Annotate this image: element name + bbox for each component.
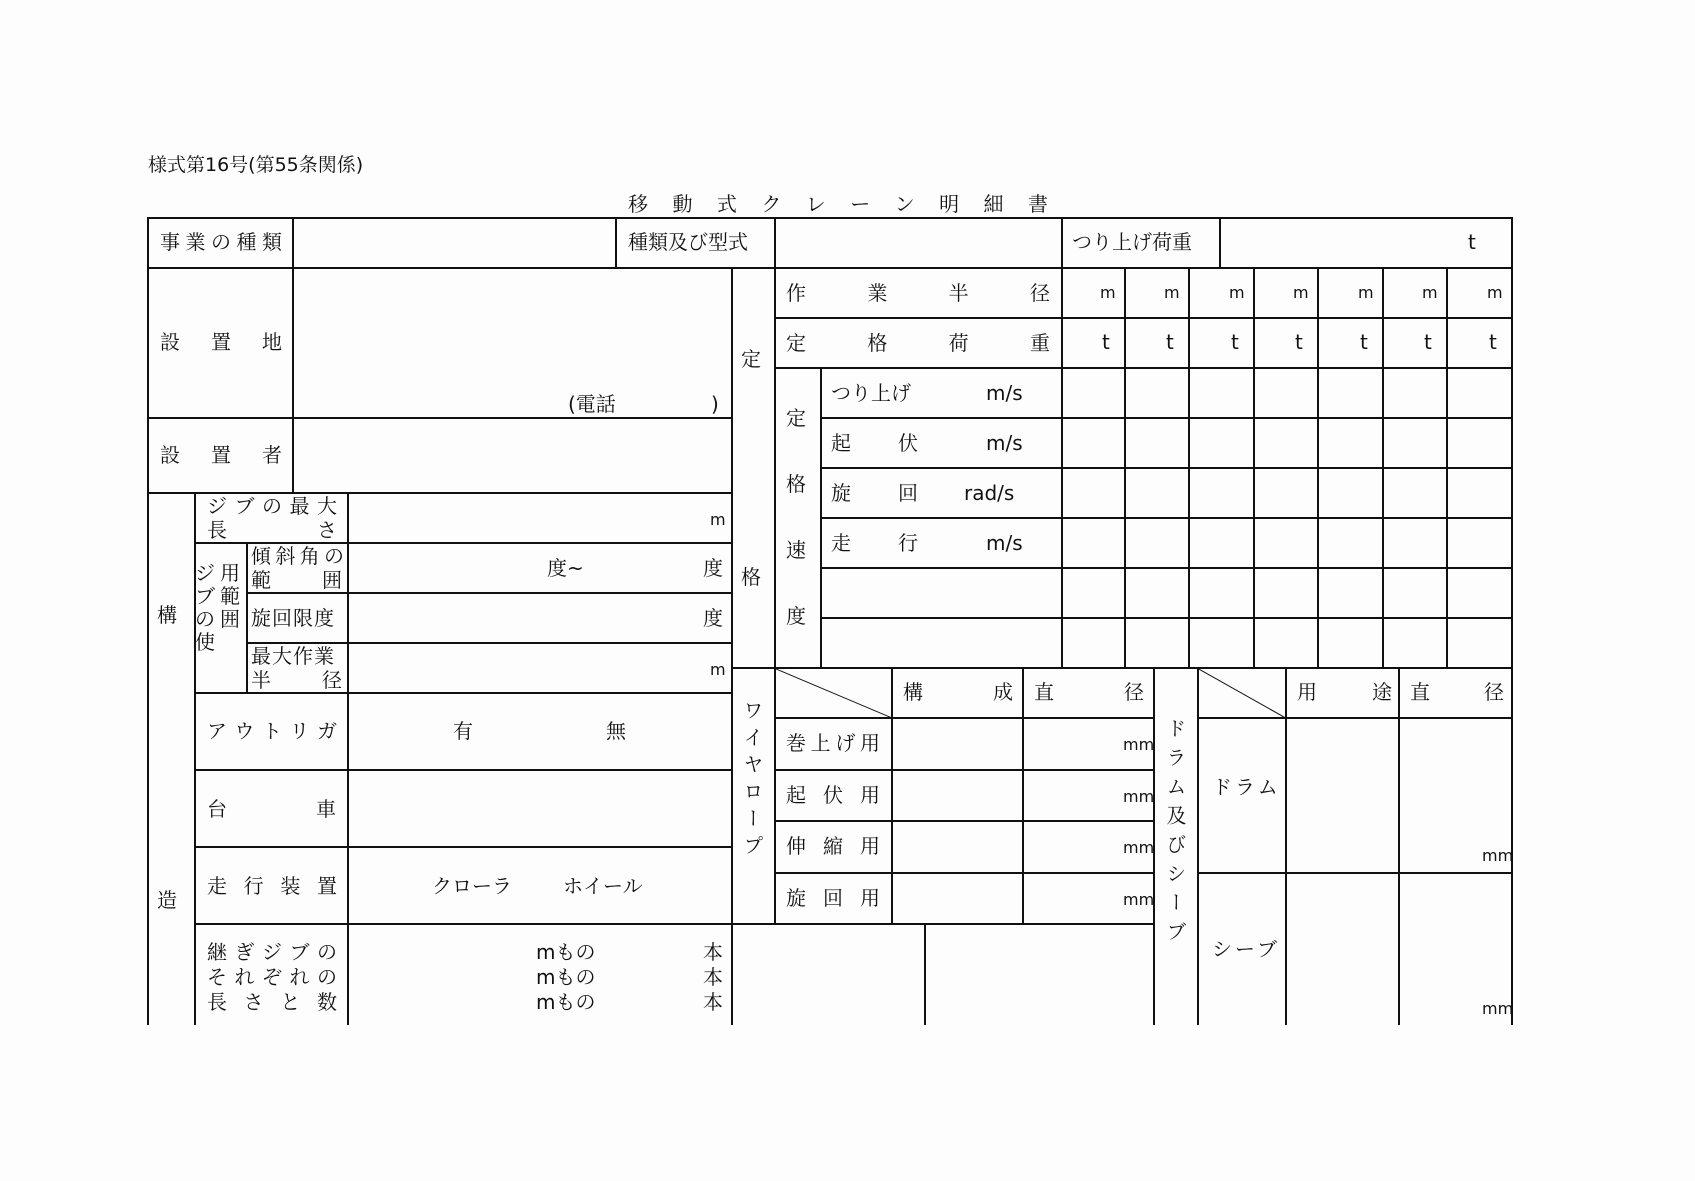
speed-unit: m/s bbox=[986, 531, 1023, 555]
outrigger-label bbox=[207, 719, 337, 743]
v-rule bbox=[924, 923, 926, 1025]
label-char: 類 bbox=[262, 230, 282, 254]
rated-speed-field[interactable] bbox=[1255, 469, 1317, 516]
label-char: 半 bbox=[948, 281, 969, 305]
extension-jib-count-field[interactable] bbox=[610, 940, 700, 964]
label-char: 業 bbox=[867, 281, 888, 305]
label-char: 細 bbox=[983, 192, 1004, 216]
jib-max-length-line1 bbox=[207, 494, 337, 518]
rated-speed-field[interactable] bbox=[1384, 469, 1446, 516]
speed-label-char: 度 bbox=[786, 604, 806, 628]
rated-load-field[interactable] bbox=[1190, 319, 1253, 366]
drum-col-usage bbox=[1297, 680, 1392, 704]
max-radius-l: 半 bbox=[251, 668, 271, 692]
label-char: 設 bbox=[160, 330, 180, 354]
label-char: ン bbox=[894, 192, 915, 216]
label-char: 事 bbox=[160, 230, 180, 254]
speed-name-right: 伏 bbox=[898, 431, 918, 455]
rated-speed-field[interactable] bbox=[1384, 369, 1446, 416]
label-char: の bbox=[317, 965, 337, 989]
wire-diameter-unit: mm bbox=[1123, 889, 1155, 909]
rated-speed-field[interactable] bbox=[1190, 369, 1253, 416]
business-type-label bbox=[160, 230, 282, 254]
label-char: リ bbox=[289, 719, 310, 743]
phone-close: ) bbox=[711, 392, 719, 416]
label-char: ジ bbox=[207, 494, 227, 518]
structure-label-top: 構 bbox=[157, 603, 177, 627]
rated-speed-field[interactable] bbox=[1126, 569, 1188, 616]
label-char: 径 bbox=[1029, 281, 1050, 305]
label-char: 置 bbox=[316, 874, 337, 898]
rated-speed-field[interactable] bbox=[1126, 419, 1188, 466]
extension-jib-label-line bbox=[207, 990, 337, 1014]
rated-speed-field[interactable] bbox=[1063, 619, 1124, 666]
rated-speed-field[interactable] bbox=[1190, 569, 1253, 616]
max-radius-line1: 最大作業 bbox=[251, 644, 335, 668]
extension-jib-length-field[interactable] bbox=[360, 940, 530, 964]
label-char: 旋 bbox=[786, 885, 806, 910]
label-char: 走 bbox=[207, 874, 227, 898]
diagonal-rule bbox=[1198, 668, 1285, 718]
type-model-field[interactable] bbox=[776, 219, 1060, 266]
extension-jib-unit: mもの bbox=[536, 965, 596, 989]
rated-load-field[interactable] bbox=[1063, 319, 1124, 366]
extension-jib-count-unit: 本 bbox=[703, 940, 723, 964]
rated-speed-field[interactable] bbox=[1126, 369, 1188, 416]
label-char: 途 bbox=[1372, 680, 1392, 704]
wire-rope-row-label bbox=[786, 834, 880, 858]
label-char: 巻 bbox=[786, 731, 806, 755]
rated-speed-field[interactable] bbox=[1319, 619, 1382, 666]
rated-speed-field[interactable] bbox=[1063, 519, 1124, 566]
drum-diameter-unit: mm bbox=[1482, 999, 1514, 1018]
rated-speed-field[interactable] bbox=[1319, 519, 1382, 566]
wire-diameter-unit: mm bbox=[1123, 735, 1155, 754]
rated-load-field[interactable] bbox=[1319, 319, 1382, 366]
label-char: 継 bbox=[207, 940, 227, 964]
carrier-label-r: 車 bbox=[316, 797, 336, 821]
label-char: の bbox=[211, 230, 231, 254]
rated-speed-field[interactable] bbox=[1319, 419, 1382, 466]
rated-load-field[interactable] bbox=[1448, 319, 1511, 366]
v-rule bbox=[774, 267, 776, 923]
speed-label-char: 格 bbox=[786, 472, 806, 496]
h-rule bbox=[731, 923, 1155, 925]
rated-load-unit: t bbox=[1231, 330, 1239, 354]
speed-label-char: 定 bbox=[786, 406, 806, 430]
label-char: 明 bbox=[939, 192, 960, 216]
v-rule bbox=[615, 217, 617, 267]
v-rule bbox=[147, 217, 149, 1025]
label-char: 数 bbox=[316, 990, 337, 1014]
location-label bbox=[160, 330, 282, 354]
rated-speed-field[interactable] bbox=[1063, 369, 1124, 416]
extension-jib-count-unit: 本 bbox=[703, 990, 723, 1014]
label-char: ク bbox=[761, 192, 782, 216]
rated-speed-field[interactable] bbox=[1384, 419, 1446, 466]
extension-jib-label-line bbox=[207, 965, 337, 989]
wire-rope-row-label bbox=[786, 886, 880, 910]
label-char: の bbox=[262, 494, 282, 518]
v-rule bbox=[1197, 667, 1199, 1025]
phone-open: (電話 bbox=[568, 392, 616, 416]
label-char: 荷 bbox=[948, 331, 969, 355]
label-char: 最 bbox=[289, 494, 310, 518]
rated-label-top: 定 bbox=[741, 347, 761, 371]
label-char: 長 bbox=[207, 990, 227, 1014]
travel-device-label bbox=[207, 874, 337, 898]
wire-col-diameter bbox=[1034, 680, 1144, 704]
wire-composition-field[interactable] bbox=[893, 874, 1021, 923]
label-char: 直 bbox=[1034, 680, 1054, 704]
outrigger-no[interactable]: 無 bbox=[606, 719, 626, 743]
label-char: 置 bbox=[211, 330, 231, 354]
label-char: 用 bbox=[1297, 680, 1317, 704]
rated-load-unit: t bbox=[1360, 330, 1368, 354]
label-char: 用 bbox=[859, 731, 880, 755]
rated-speed-field[interactable] bbox=[1190, 619, 1253, 666]
label-char: れ bbox=[234, 965, 255, 989]
wire-rope-row-label bbox=[786, 731, 880, 755]
extension-jib-count-field[interactable] bbox=[610, 990, 700, 1014]
label-char: 装 bbox=[280, 874, 301, 898]
label-char: 伏 bbox=[823, 782, 843, 807]
speed-unit: m/s bbox=[986, 381, 1023, 405]
wire-composition-field[interactable] bbox=[893, 719, 1021, 769]
rated-label-bottom: 格 bbox=[741, 565, 761, 589]
rated-speed-field[interactable] bbox=[1255, 419, 1317, 466]
wire-diameter-unit: mm bbox=[1123, 838, 1155, 857]
rated-speed-field[interactable] bbox=[1319, 369, 1382, 416]
rated-speed-field[interactable] bbox=[1255, 369, 1317, 416]
label-char: 者 bbox=[262, 443, 282, 467]
tilt-range-field[interactable] bbox=[349, 544, 729, 591]
label-char: さ bbox=[243, 990, 264, 1014]
rated-speed-field[interactable] bbox=[1448, 419, 1511, 466]
jib-max-length-r: さ bbox=[317, 518, 337, 542]
v-rule bbox=[1511, 217, 1513, 1025]
drum-usage-field[interactable] bbox=[1287, 719, 1397, 872]
outrigger-yes[interactable]: 有 bbox=[453, 719, 473, 743]
rated-speed-field[interactable] bbox=[1319, 569, 1382, 616]
drum-usage-field[interactable] bbox=[1287, 874, 1397, 1025]
page-title bbox=[628, 188, 1048, 216]
speed-name-left: 起 bbox=[831, 431, 851, 455]
speed-name-left: 走 bbox=[831, 531, 851, 555]
rated-speed-field[interactable] bbox=[1384, 569, 1446, 616]
rated-load-unit: t bbox=[1424, 330, 1432, 354]
v-rule bbox=[1061, 217, 1063, 267]
label-char: ー bbox=[850, 192, 871, 216]
rated-speed-field[interactable] bbox=[1384, 519, 1446, 566]
diagonal-rule bbox=[775, 668, 891, 718]
working-radius-unit: m bbox=[1422, 283, 1438, 302]
speed-name-right: 行 bbox=[898, 531, 918, 555]
rated-load-unit: t bbox=[1295, 330, 1303, 354]
rated-load-label bbox=[786, 331, 1050, 355]
label-char: 移 bbox=[628, 192, 648, 216]
rated-speed-field[interactable] bbox=[1063, 569, 1124, 616]
label-char: ジ bbox=[262, 940, 282, 964]
rated-speed-field[interactable] bbox=[1063, 469, 1124, 516]
wire-rope-row-label bbox=[786, 783, 880, 807]
label-char: 上 bbox=[810, 731, 831, 755]
label-char: ぞ bbox=[262, 965, 282, 989]
rated-speed-field[interactable] bbox=[1448, 569, 1511, 616]
rated-speed-field[interactable] bbox=[1319, 469, 1382, 516]
rated-speed-field[interactable] bbox=[1126, 519, 1188, 566]
label-char: そ bbox=[207, 965, 227, 989]
lifting-load-label: つり上げ荷重 bbox=[1072, 230, 1192, 254]
working-radius-unit: m bbox=[1229, 283, 1245, 302]
wire-col-composition bbox=[903, 680, 1013, 704]
lifting-load-unit: t bbox=[1468, 230, 1476, 254]
wire-diameter-unit: mm bbox=[1123, 786, 1155, 806]
max-radius-field[interactable] bbox=[349, 644, 729, 691]
label-char: 回 bbox=[823, 885, 843, 910]
rated-load-unit: t bbox=[1489, 330, 1497, 354]
slew-limit-field[interactable] bbox=[349, 594, 729, 641]
tilt-range-r: 囲 bbox=[322, 568, 342, 592]
label-char: 書 bbox=[1027, 192, 1048, 216]
label-char: 角 bbox=[299, 544, 320, 568]
rated-speed-field[interactable] bbox=[1448, 519, 1511, 566]
wire-rope-label: ワイヤロープ bbox=[740, 700, 764, 862]
business-type-field[interactable] bbox=[294, 219, 614, 266]
label-char: 地 bbox=[262, 330, 282, 354]
label-char: 式 bbox=[716, 192, 737, 216]
label-char: 斜 bbox=[275, 544, 296, 568]
label-char: ト bbox=[262, 719, 282, 743]
label-char: 格 bbox=[867, 331, 888, 355]
wire-composition-field[interactable] bbox=[893, 771, 1021, 820]
label-char: 種 bbox=[236, 230, 257, 254]
rated-speed-field[interactable] bbox=[1190, 469, 1253, 516]
label-char: 成 bbox=[993, 680, 1013, 704]
extension-jib-length-field[interactable] bbox=[360, 965, 530, 989]
working-radius-unit: m bbox=[1100, 283, 1116, 302]
working-radius-label bbox=[786, 281, 1050, 305]
rated-speed-field[interactable] bbox=[1126, 469, 1188, 516]
label-char: 設 bbox=[160, 443, 180, 467]
speed-name-left: 旋 bbox=[831, 481, 851, 505]
label-char: 径 bbox=[1484, 680, 1504, 704]
label-char: 重 bbox=[1029, 331, 1050, 355]
working-radius-unit: m bbox=[1293, 283, 1309, 302]
label-char: ぎ bbox=[234, 940, 255, 964]
tilt-range-line1 bbox=[251, 544, 344, 568]
tilt-range-l: 範 bbox=[251, 568, 271, 592]
label-char: 径 bbox=[1124, 680, 1144, 704]
installer-field[interactable] bbox=[294, 419, 730, 491]
h-rule bbox=[194, 692, 733, 694]
travel-crawler[interactable]: クローラ bbox=[432, 874, 512, 898]
rated-speed-field[interactable] bbox=[1190, 419, 1253, 466]
jib-max-length-l: 長 bbox=[207, 518, 227, 542]
label-char: 縮 bbox=[823, 834, 843, 858]
tilt-range-to: 度 bbox=[703, 556, 723, 580]
label-char: 大 bbox=[317, 494, 337, 518]
speed-unit: rad/s bbox=[964, 481, 1015, 505]
label-char: 伸 bbox=[786, 834, 806, 858]
working-radius-unit: m bbox=[1358, 283, 1374, 302]
jib-usage-range-col1: ジブの使 bbox=[195, 561, 215, 654]
speed-unit: m/s bbox=[986, 431, 1023, 455]
travel-wheel[interactable]: ホイール bbox=[563, 874, 643, 898]
label-char: の bbox=[323, 544, 344, 568]
label-char: 業 bbox=[185, 230, 206, 254]
type-model-label: 種類及び型式 bbox=[628, 230, 748, 254]
h-rule bbox=[731, 667, 1513, 669]
jib-max-length-unit: m bbox=[710, 510, 726, 529]
max-radius-r: 径 bbox=[322, 668, 342, 692]
drum-diameter-unit: mm bbox=[1482, 846, 1514, 865]
label-char: 用 bbox=[860, 834, 880, 858]
label-char: 動 bbox=[672, 192, 693, 216]
slew-limit-label: 旋回限度 bbox=[251, 606, 335, 630]
label-char: げ bbox=[835, 731, 856, 755]
label-char: ア bbox=[207, 719, 227, 743]
label-char: ガ bbox=[317, 719, 337, 743]
label-char: ブ bbox=[234, 494, 255, 518]
extension-jib-length-field[interactable] bbox=[360, 990, 530, 1014]
speed-name-left: つり上げ bbox=[831, 381, 911, 405]
speed-label-char: 速 bbox=[786, 538, 806, 562]
label-char: 起 bbox=[786, 782, 806, 807]
rated-speed-field[interactable] bbox=[1190, 519, 1253, 566]
rated-speed-field[interactable] bbox=[1063, 419, 1124, 466]
h-rule bbox=[194, 923, 733, 925]
label-char: ブ bbox=[289, 940, 310, 964]
rated-load-field[interactable] bbox=[1384, 319, 1446, 366]
tilt-range-from: 度~ bbox=[547, 556, 584, 580]
rated-speed-field[interactable] bbox=[1255, 569, 1317, 616]
max-radius-unit: m bbox=[710, 660, 726, 679]
rated-load-unit: t bbox=[1166, 330, 1174, 354]
carrier-label-l: 台 bbox=[207, 797, 227, 821]
slew-limit-unit: 度 bbox=[703, 606, 723, 630]
label-char: 行 bbox=[243, 874, 264, 898]
extension-jib-unit: mもの bbox=[536, 990, 596, 1014]
label-char: 定 bbox=[786, 331, 806, 355]
jib-usage-range-col2: 用範囲 bbox=[220, 561, 240, 631]
v-rule bbox=[820, 367, 822, 667]
installer-label bbox=[160, 443, 282, 467]
wire-composition-field[interactable] bbox=[893, 822, 1021, 872]
v-rule bbox=[731, 267, 733, 1025]
label-char: ウ bbox=[234, 719, 255, 743]
label-char: れ bbox=[289, 965, 310, 989]
speed-name-right: 回 bbox=[898, 481, 918, 505]
label-char: 傾 bbox=[251, 544, 271, 568]
label-char: 直 bbox=[1410, 680, 1430, 704]
h-rule bbox=[194, 846, 733, 848]
label-char: レ bbox=[805, 192, 826, 216]
drum-sheave-row-label: ドラム bbox=[1212, 775, 1281, 799]
rated-speed-field[interactable] bbox=[1255, 619, 1317, 666]
rated-speed-field[interactable] bbox=[1126, 619, 1188, 666]
label-char: 用 bbox=[860, 782, 880, 807]
rated-speed-field[interactable] bbox=[1448, 469, 1511, 516]
form-number: 様式第16号(第55条関係) bbox=[148, 154, 364, 176]
working-radius-unit: m bbox=[1164, 283, 1180, 302]
drum-col-diameter bbox=[1410, 680, 1504, 704]
rated-load-field[interactable] bbox=[1255, 319, 1317, 366]
carrier-field[interactable] bbox=[349, 771, 729, 845]
label-char: 置 bbox=[211, 443, 231, 467]
extension-jib-label-line bbox=[207, 940, 337, 964]
rated-speed-field[interactable] bbox=[1255, 519, 1317, 566]
jib-max-length-field[interactable] bbox=[349, 494, 729, 541]
label-char: 作 bbox=[786, 281, 806, 305]
rated-load-unit: t bbox=[1102, 330, 1110, 354]
label-char: 用 bbox=[860, 885, 880, 910]
rated-speed-field[interactable] bbox=[1448, 619, 1511, 666]
rated-speed-field[interactable] bbox=[1448, 369, 1511, 416]
location-field[interactable] bbox=[294, 269, 730, 416]
label-char: の bbox=[317, 940, 337, 964]
extension-jib-count-unit: 本 bbox=[703, 965, 723, 989]
label-char: と bbox=[280, 990, 301, 1014]
working-radius-unit: m bbox=[1487, 283, 1503, 302]
v-rule bbox=[246, 542, 248, 692]
extension-jib-count-field[interactable] bbox=[610, 965, 700, 989]
rated-load-field[interactable] bbox=[1126, 319, 1188, 366]
drum-sheave-row-label: シーブ bbox=[1212, 937, 1280, 961]
extension-jib-unit: mもの bbox=[536, 940, 596, 964]
structure-label-bottom: 造 bbox=[157, 888, 177, 912]
label-char: 構 bbox=[903, 680, 923, 704]
rated-speed-field[interactable] bbox=[1384, 619, 1446, 666]
drum-sheave-label: ドラム及びシーブ bbox=[1163, 718, 1187, 950]
